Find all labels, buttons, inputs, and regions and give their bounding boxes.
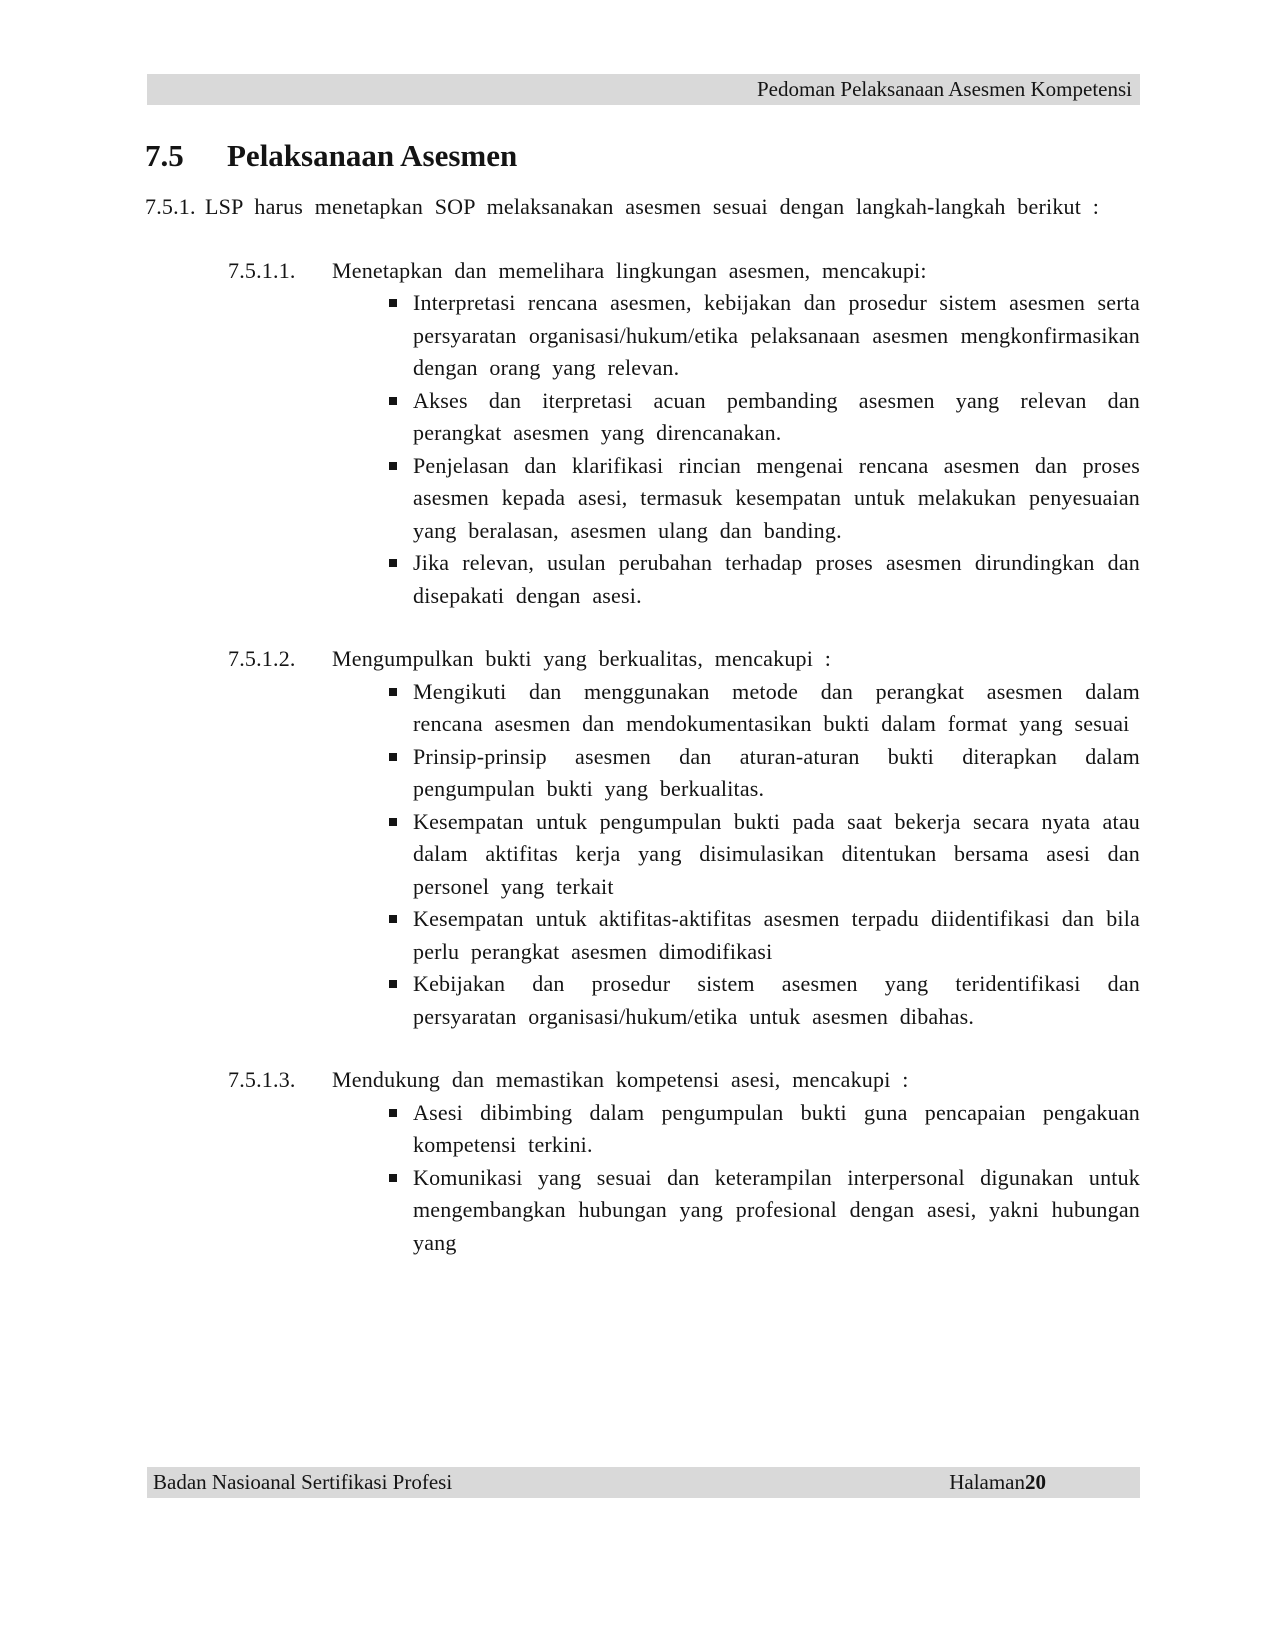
bullet-square-icon xyxy=(388,676,413,741)
list-item xyxy=(145,450,1140,548)
bullet-list xyxy=(145,287,1140,612)
list-item xyxy=(145,968,1140,1033)
bullet-text: Prinsip-prinsip asesmen dan aturan-aturan bukti diterapkan dalam pengumpulan bukti yang berkualitas. xyxy=(413,743,1140,801)
list-item xyxy=(145,1097,1140,1162)
section-heading-number: 7.5 xyxy=(145,138,184,173)
subsection-heading xyxy=(145,255,1140,288)
bullet-text: Interpretasi rencana asesmen, kebijakan dan prosedur sistem asesmen serta persyaratan organisasi/hukum/etika pelaksanaan asesmen mengkonfirmasikan dengan orang yang relevan. xyxy=(413,290,1140,380)
bullet-text: Asesi dibimbing dalam pengumpulan bukti guna pencapaian pengakuan kompetensi terkini. xyxy=(413,1099,1140,1157)
page-header-bar xyxy=(147,74,1140,105)
section-heading-title: Pelaksanaan Asesmen xyxy=(227,138,518,173)
footer-page-number: 20 xyxy=(1025,1470,1046,1494)
subsection-7-5-1-3 xyxy=(145,1064,1140,1259)
bullet-square-icon xyxy=(388,1097,413,1162)
bullet-text: Kesempatan untuk aktifitas-aktifitas asesmen terpadu diidentifikasi dan bila perlu perangkat asesmen dimodifikasi xyxy=(413,906,1140,964)
bullet-square-icon xyxy=(388,903,413,968)
bullet-text: Penjelasan dan klarifikasi rincian mengenai rencana asesmen dan proses asesmen kepada asesi, termasuk kesempatan untuk melakukan penyesuaian yang beralasan, asesmen ulang dan banding. xyxy=(413,452,1140,543)
intro-paragraph xyxy=(145,191,1140,224)
subsection-title: Menetapkan dan memelihara lingkungan asesmen, mencakupi: xyxy=(332,257,927,283)
bullet-text: Mengikuti dan menggunakan metode dan perangkat asesmen dalam rencana asesmen dan mendokumentasikan bukti dalam format yang sesuai xyxy=(413,678,1140,736)
bullet-text: Kesempatan untuk pengumpulan bukti pada saat bekerja secara nyata atau dalam aktifitas kerja yang disimulasikan ditentukan bersama asesi dan personel yang terkait xyxy=(413,808,1140,899)
list-item xyxy=(145,903,1140,968)
list-item xyxy=(145,676,1140,741)
bullet-square-icon xyxy=(388,806,413,904)
list-item xyxy=(145,806,1140,904)
bullet-square-icon xyxy=(388,547,413,612)
bullet-square-icon xyxy=(388,287,413,385)
subsection-7-5-1-1 xyxy=(145,255,1140,613)
footer-page-indicator xyxy=(949,1467,1046,1498)
bullet-square-icon xyxy=(388,741,413,806)
bullet-text: Kebijakan dan prosedur sistem asesmen yang teridentifikasi dan persyaratan organisasi/hukum/etika untuk asesmen dibahas. xyxy=(413,971,1140,1029)
subsection-number: 7.5.1.3. xyxy=(228,1067,296,1092)
list-item xyxy=(145,287,1140,385)
page-footer-bar xyxy=(147,1467,1140,1498)
bullet-list xyxy=(145,1097,1140,1260)
subsection-title: Mendukung dan memastikan kompetensi asesi, mencakupi : xyxy=(332,1067,909,1092)
list-item xyxy=(145,385,1140,450)
intro-text: LSP harus menetapkan SOP melaksanakan asesmen sesuai dengan langkah-langkah berikut : xyxy=(205,194,1100,219)
subsection-heading xyxy=(145,1064,1140,1097)
section-heading xyxy=(145,137,1140,175)
bullet-square-icon xyxy=(388,385,413,450)
bullet-square-icon xyxy=(388,968,413,1033)
page-content xyxy=(145,137,1140,1259)
bullet-text: Komunikasi yang sesuai dan keterampilan interpersonal digunakan untuk mengembangkan hubungan yang profesional dengan asesi, yakni hubungan yang xyxy=(413,1164,1140,1255)
list-item xyxy=(145,547,1140,612)
subsection-heading xyxy=(145,643,1140,676)
subsection-number: 7.5.1.2. xyxy=(228,646,296,671)
header-title: Pedoman Pelaksanaan Asesmen Kompetensi xyxy=(756,77,1132,101)
subsection-7-5-1-2 xyxy=(145,643,1140,1033)
intro-number: 7.5.1. xyxy=(145,194,196,219)
footer-organization: Badan Nasioanal Sertifikasi Profesi xyxy=(153,1470,453,1494)
bullet-square-icon xyxy=(388,1162,413,1260)
bullet-list xyxy=(145,676,1140,1034)
list-item xyxy=(145,1162,1140,1260)
bullet-text: Akses dan iterpretasi acuan pembanding asesmen yang relevan dan perangkat asesmen yang direncanakan. xyxy=(413,387,1140,445)
subsection-number: 7.5.1.1. xyxy=(228,257,296,283)
subsection-title: Mengumpulkan bukti yang berkualitas, mencakupi : xyxy=(332,646,832,671)
footer-page-label: Halaman xyxy=(949,1470,1025,1494)
bullet-text: Jika relevan, usulan perubahan terhadap proses asesmen dirundingkan dan disepakati dengan asesi. xyxy=(413,550,1140,608)
bullet-square-icon xyxy=(388,450,413,548)
list-item xyxy=(145,741,1140,806)
